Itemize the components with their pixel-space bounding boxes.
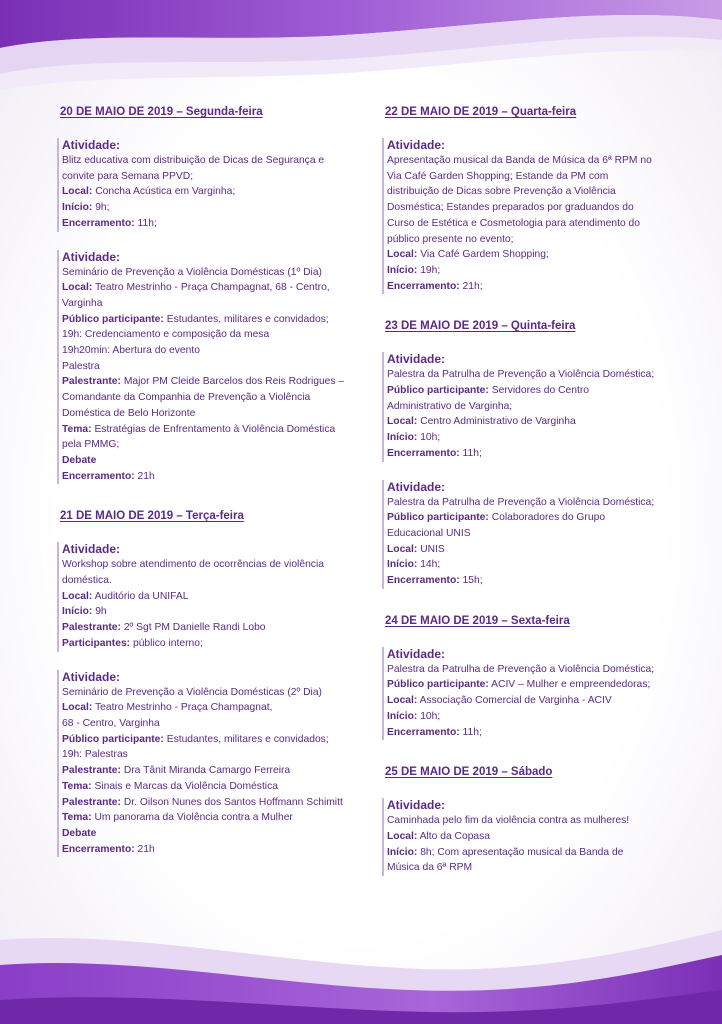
activity-heading: Atividade: xyxy=(387,798,446,813)
field-label: Público participante: xyxy=(387,512,489,524)
field-value: 10h; xyxy=(417,432,441,444)
field-value: Administrativo de Varginha; xyxy=(387,400,513,412)
field-value: doméstica. xyxy=(62,575,112,587)
activity-line xyxy=(387,383,685,399)
field-value: Servidores do Centro xyxy=(488,385,590,397)
activity-line xyxy=(62,573,360,589)
field-value: Major PM Cleide Barcelos dos Reis Rodrigues – xyxy=(120,376,345,388)
activity-line xyxy=(62,763,360,779)
activity-block xyxy=(382,798,685,876)
schedule-day xyxy=(385,106,685,294)
activity-block xyxy=(57,250,360,485)
field-value: Colaboradores do Grupo xyxy=(488,512,606,524)
activity-line xyxy=(62,390,360,406)
field-label: Local: xyxy=(387,249,418,261)
field-label: Tema: xyxy=(62,423,92,435)
field-value: Estudantes, militares e convidados; xyxy=(163,313,329,325)
field-value: Dr. Oilson Nunes dos Santos Hoffmann Schimitt xyxy=(120,796,343,808)
activity-line xyxy=(62,422,360,438)
field-value: 11h; xyxy=(134,217,157,229)
activity-heading: Atividade: xyxy=(62,138,121,152)
field-value: 10h; xyxy=(417,710,441,722)
schedule-day xyxy=(385,766,685,876)
field-label: Início: xyxy=(62,606,93,618)
field-value: Palestra xyxy=(62,360,100,372)
field-value: Estudantes, militares e convidados; xyxy=(163,733,329,745)
field-label: Palestrante: xyxy=(62,796,121,808)
field-value: UNIS xyxy=(417,543,445,555)
field-value: 19h: Palestras xyxy=(62,749,128,761)
field-value: Palestra da Patrulha de Prevenção a Violência Doméstica; xyxy=(387,663,655,675)
field-value: Educacional UNIS xyxy=(387,527,471,539)
activity-line xyxy=(62,604,360,620)
field-label: Local: xyxy=(387,830,418,842)
activity-line xyxy=(387,495,685,511)
activity-line xyxy=(62,184,360,200)
activity-line xyxy=(62,265,360,281)
field-value: Workshop sobre atendimento de ocorrências de violência xyxy=(62,559,324,571)
field-value: pela PMMG; xyxy=(62,439,120,451)
field-label: Local: xyxy=(62,590,93,602)
field-value: Seminário de Prevenção a Violência Domésticas (2º Dia) xyxy=(62,686,322,698)
activity-line xyxy=(62,589,360,605)
activity-line xyxy=(62,359,360,375)
activity-line xyxy=(62,437,360,453)
field-value: Apresentação musical da Banda de Música da 6ª RPM no xyxy=(387,155,652,166)
activity-line xyxy=(62,327,360,343)
field-value: 2º Sgt PM Danielle Randi Lobo xyxy=(120,622,266,634)
field-value: Associação Comercial de Varginha - ACIV xyxy=(417,695,612,707)
activity-line xyxy=(387,247,685,263)
field-label: Início: xyxy=(62,202,93,214)
field-label: Encerramento: xyxy=(387,575,460,587)
field-label: Palestrante: xyxy=(62,622,121,634)
field-label: Encerramento: xyxy=(387,280,460,292)
field-label: Local: xyxy=(387,543,418,555)
activity-line xyxy=(387,232,685,248)
field-label: Início: xyxy=(387,432,418,444)
field-value: 21h xyxy=(134,470,155,482)
field-value: Concha Acústica em Varginha; xyxy=(92,186,236,198)
field-label: Início: xyxy=(387,264,418,276)
activity-line xyxy=(62,779,360,795)
field-label: Encerramento: xyxy=(387,447,460,459)
activity-line xyxy=(62,406,360,422)
activity-line xyxy=(387,845,685,861)
activity-line xyxy=(62,795,360,811)
schedule-day xyxy=(385,615,685,741)
field-value: 19h; xyxy=(417,264,441,276)
field-value: 11h; xyxy=(459,447,482,459)
field-value: Auditório da UNIFAL xyxy=(92,590,189,602)
field-label: Público participante: xyxy=(387,679,489,691)
field-value: Música da 6ª RPM xyxy=(387,862,473,874)
activity-line xyxy=(387,573,685,589)
field-label: Local: xyxy=(387,416,418,428)
activity-block xyxy=(382,138,685,294)
field-label: Público participante: xyxy=(62,733,164,745)
activity-line xyxy=(387,526,685,542)
field-label: Debate xyxy=(62,827,97,839)
field-label: Encerramento: xyxy=(62,217,135,229)
activity-line xyxy=(387,725,685,741)
activity-heading: Atividade: xyxy=(62,669,121,684)
activity-line xyxy=(387,367,685,383)
activity-line xyxy=(387,677,685,693)
field-label: Encerramento: xyxy=(62,470,135,482)
day-title: 21 DE MAIO DE 2019 – Terça-feira xyxy=(60,510,244,523)
activity-line xyxy=(387,510,685,526)
activity-heading: Atividade: xyxy=(387,479,446,494)
field-value: 21h xyxy=(134,843,155,855)
activity-line xyxy=(387,279,685,295)
activity-line xyxy=(62,716,360,732)
activity-line xyxy=(387,430,685,446)
field-label: Palestrante: xyxy=(62,376,121,388)
activity-line xyxy=(62,747,360,763)
field-value: público presente no evento; xyxy=(387,233,514,245)
activity-line xyxy=(387,184,685,200)
activity-line xyxy=(387,709,685,725)
field-value: 8h; Com apresentação musical da Banda de xyxy=(417,846,624,858)
activity-heading: Atividade: xyxy=(387,138,446,152)
activity-block xyxy=(57,138,360,232)
activity-line xyxy=(62,200,360,216)
field-value: público interno; xyxy=(130,637,203,649)
field-value: 68 - Centro, Varginha xyxy=(62,717,160,729)
day-title: 22 DE MAIO DE 2019 – Quarta-feira xyxy=(385,106,577,118)
field-label: Tema: xyxy=(62,812,92,824)
activity-line xyxy=(62,296,360,312)
schedule-day xyxy=(60,106,360,484)
activity-line xyxy=(387,557,685,573)
field-value: Teatro Mestrinho - Praça Champagnat, 68 - Centro, xyxy=(92,282,330,294)
schedule-day xyxy=(60,510,360,857)
field-value: 9h; xyxy=(92,202,110,214)
activity-block xyxy=(57,670,360,858)
field-value: Comandante da Companhia de Prevenção a Violência xyxy=(62,392,311,404)
field-label: Encerramento: xyxy=(387,726,460,738)
field-label: Local: xyxy=(62,702,93,714)
field-label: Local: xyxy=(62,186,93,198)
activity-line xyxy=(62,732,360,748)
activity-line xyxy=(62,557,360,573)
activity-line xyxy=(387,200,685,216)
field-value: Dra Tânit Miranda Camargo Ferreira xyxy=(120,765,291,777)
field-value: Blitz educativa com distribuição de Dicas de Segurança e xyxy=(62,155,325,166)
day-title: 23 DE MAIO DE 2019 – Quinta-feira xyxy=(385,320,576,333)
activity-line xyxy=(387,216,685,232)
field-label: Início: xyxy=(387,846,418,858)
field-label: Local: xyxy=(387,695,418,707)
field-value: Palestra da Patrulha de Prevenção a Violência Doméstica; xyxy=(387,369,655,381)
activity-line xyxy=(62,312,360,328)
activity-line xyxy=(387,693,685,709)
day-title: 20 DE MAIO DE 2019 – Segunda-feira xyxy=(60,106,263,118)
activity-heading: Atividade: xyxy=(387,352,446,367)
field-value: distribuição de Dicas sobre Prevenção a Violência xyxy=(387,186,616,198)
activity-line xyxy=(387,860,685,876)
activity-line xyxy=(62,826,360,842)
activity-line xyxy=(62,469,360,485)
field-label: Participantes: xyxy=(62,637,131,649)
activity-line xyxy=(62,169,360,185)
field-value: convite para Semana PPVD; xyxy=(62,170,194,182)
field-value: Caminhada pelo fim da violência contra as mulheres! xyxy=(387,815,630,827)
field-value: Doméstica de Belo Horizonte xyxy=(62,407,196,419)
field-value: 9h xyxy=(92,606,107,618)
field-value: 15h; xyxy=(459,575,483,587)
field-value: Centro Administrativo de Varginha xyxy=(417,416,576,428)
field-label: Encerramento: xyxy=(62,843,135,855)
activity-line xyxy=(387,169,685,185)
field-value: Via Café Gardem Shopping; xyxy=(417,249,549,261)
activity-line xyxy=(62,685,360,701)
field-value: 19h20min: Abertura do evento xyxy=(62,345,200,357)
day-title: 25 DE MAIO DE 2019 – Sábado xyxy=(385,766,553,779)
activity-line xyxy=(387,542,685,558)
activity-heading: Atividade: xyxy=(62,249,121,264)
field-value: Palestra da Patrulha de Prevenção a Violência Doméstica; xyxy=(387,496,655,508)
activity-line xyxy=(387,446,685,462)
activity-line xyxy=(62,216,360,232)
activity-line xyxy=(387,662,685,678)
activity-line xyxy=(62,810,360,826)
activity-block xyxy=(382,480,685,589)
field-value: 19h: Credenciamento e composição da mesa xyxy=(62,329,270,341)
right-column xyxy=(385,106,685,902)
field-value: 14h; xyxy=(417,559,441,571)
field-value: Um panorama da Violência contra a Mulher xyxy=(91,812,293,824)
activity-line xyxy=(62,343,360,359)
field-value: Curso de Estética e Cosmetologia para atendimento do xyxy=(387,217,640,229)
field-label: Debate xyxy=(62,454,97,466)
field-label: Palestrante: xyxy=(62,765,121,777)
activity-block xyxy=(382,352,685,461)
field-value: Via Café Garden Shopping; Estande da PM com xyxy=(387,170,609,182)
field-value: Varginha xyxy=(62,297,103,309)
activity-heading: Atividade: xyxy=(387,646,446,661)
activity-line xyxy=(387,153,685,169)
field-label: Início: xyxy=(387,559,418,571)
schedule-day xyxy=(385,320,685,588)
field-label: Público participante: xyxy=(62,313,164,325)
activity-line xyxy=(387,813,685,829)
activity-line xyxy=(387,399,685,415)
field-label: Público participante: xyxy=(387,385,489,397)
field-value: 11h; xyxy=(459,726,482,738)
activity-line xyxy=(62,453,360,469)
activity-line xyxy=(387,829,685,845)
activity-line xyxy=(387,263,685,279)
field-value: Alto da Copasa xyxy=(417,830,491,842)
field-value: Teatro Mestrinho - Praça Champagnat, xyxy=(92,702,273,714)
field-value: ACIV – Mulher e empreendedoras; xyxy=(488,679,651,691)
field-label: Tema: xyxy=(62,780,92,792)
activity-line xyxy=(387,414,685,430)
field-value: Estratégias de Enfrentamento à Violência Doméstica xyxy=(91,423,336,435)
day-title: 24 DE MAIO DE 2019 – Sexta-feira xyxy=(385,614,570,627)
field-value: 21h; xyxy=(459,280,483,292)
activity-line xyxy=(62,374,360,390)
activity-line xyxy=(62,153,360,169)
activity-line xyxy=(62,636,360,652)
field-label: Início: xyxy=(387,710,418,722)
field-value: Sinais e Marcas da Violência Doméstica xyxy=(91,780,278,792)
activity-block xyxy=(57,542,360,651)
field-value: Seminário de Prevenção a Violência Domésticas (1º Dia) xyxy=(62,266,322,278)
activity-line xyxy=(62,842,360,858)
left-column xyxy=(60,106,360,883)
activity-heading: Atividade: xyxy=(62,542,121,557)
field-label: Local: xyxy=(62,282,93,294)
activity-line xyxy=(62,620,360,636)
activity-line xyxy=(62,700,360,716)
activity-block xyxy=(382,647,685,741)
field-value: Dosméstica; Estandes preparados por graduandos do xyxy=(387,202,634,214)
activity-line xyxy=(62,280,360,296)
